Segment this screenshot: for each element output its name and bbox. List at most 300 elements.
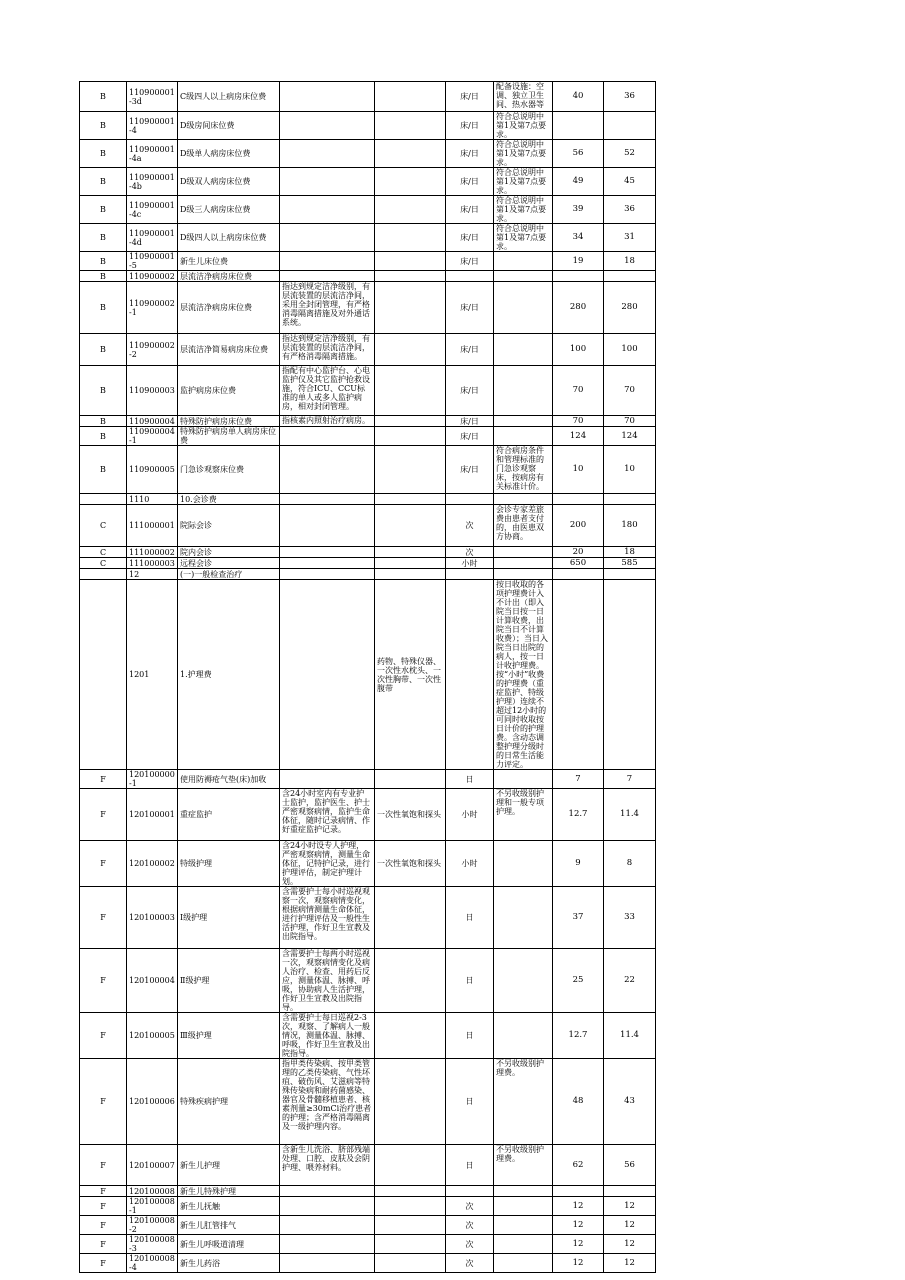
content-cell <box>280 252 375 271</box>
code-cell: 120100001 <box>127 789 178 841</box>
price-1-cell: 20 <box>553 547 604 558</box>
code-cell: 111000003 <box>127 558 178 569</box>
code-cell: 110900002-1 <box>127 282 178 334</box>
price-2-cell: 45 <box>604 168 656 196</box>
grade-cell <box>80 580 127 770</box>
content-cell <box>280 82 375 112</box>
table-row <box>80 547 656 558</box>
item-name-cell: 特级护理 <box>178 841 280 887</box>
grade-cell: C <box>80 558 127 569</box>
excluded-cell <box>375 770 446 789</box>
item-name-cell: 层流洁净简易病房床位费 <box>178 334 280 366</box>
grade-cell: F <box>80 1059 127 1145</box>
table-row <box>80 1145 656 1186</box>
item-name-cell: 新生儿特殊护理 <box>178 1186 280 1197</box>
price-1-cell: 37 <box>553 887 604 949</box>
content-cell: 含24小时室内有专业护士监护，监护医生、护士严密观察病情，监护生命体征，随时记录病情、作好重症监护记录。 <box>280 789 375 841</box>
unit-cell: 床/日 <box>446 446 494 494</box>
content-cell <box>280 271 375 282</box>
note-cell <box>494 366 553 416</box>
content-cell <box>280 1197 375 1216</box>
excluded-cell <box>375 1013 446 1059</box>
item-name-cell: D级单人病房床位费 <box>178 140 280 168</box>
content-cell <box>280 427 375 446</box>
excluded-cell <box>375 1186 446 1197</box>
unit-cell: 小时 <box>446 841 494 887</box>
note-cell <box>494 1216 553 1235</box>
table-row <box>80 82 656 112</box>
content-cell: 指配有中心监护台、心电监护仪及其它监护抢救设施，符合ICU、CCU标准的单人或多人监护病房，相对封闭管理。 <box>280 366 375 416</box>
grade-cell: F <box>80 1186 127 1197</box>
code-cell: 120100008-1 <box>127 1197 178 1216</box>
item-name-cell: 新生儿床位费 <box>178 252 280 271</box>
item-name-cell: 监护病房床位费 <box>178 366 280 416</box>
note-cell <box>494 887 553 949</box>
grade-cell: B <box>80 271 127 282</box>
price-1-cell <box>553 580 604 770</box>
unit-cell: 次 <box>446 547 494 558</box>
item-name-cell: 1.护理费 <box>178 580 280 770</box>
excluded-cell <box>375 140 446 168</box>
unit-cell: 日 <box>446 1059 494 1145</box>
item-name-cell: 特殊防护病房单人病房床位费 <box>178 427 280 446</box>
excluded-cell <box>375 569 446 580</box>
grade-cell: B <box>80 252 127 271</box>
grade-cell: B <box>80 427 127 446</box>
grade-cell: F <box>80 1235 127 1254</box>
grade-cell: B <box>80 140 127 168</box>
note-cell <box>494 569 553 580</box>
table-row <box>80 1235 656 1254</box>
price-1-cell: 12 <box>553 1216 604 1235</box>
price-2-cell: 36 <box>604 196 656 224</box>
content-cell <box>280 569 375 580</box>
note-cell: 符合总说明中第1及第7点要求。 <box>494 224 553 252</box>
price-2-cell: 36 <box>604 82 656 112</box>
table-row <box>80 1186 656 1197</box>
table-row <box>80 282 656 334</box>
code-cell: 110900001-4a <box>127 140 178 168</box>
excluded-cell <box>375 196 446 224</box>
item-name-cell: 院际会诊 <box>178 505 280 547</box>
table-row <box>80 949 656 1013</box>
grade-cell: B <box>80 196 127 224</box>
price-2-cell: 12 <box>604 1254 656 1273</box>
code-cell: 110900001-4c <box>127 196 178 224</box>
excluded-cell <box>375 252 446 271</box>
price-2-cell: 11.4 <box>604 1013 656 1059</box>
grade-cell: B <box>80 416 127 427</box>
price-1-cell: 49 <box>553 168 604 196</box>
excluded-cell <box>375 547 446 558</box>
unit-cell: 次 <box>446 1216 494 1235</box>
unit-cell: 日 <box>446 1145 494 1186</box>
item-name-cell: 特殊防护病房床位费 <box>178 416 280 427</box>
excluded-cell <box>375 282 446 334</box>
unit-cell: 床/日 <box>446 334 494 366</box>
content-cell <box>280 558 375 569</box>
note-cell <box>494 1254 553 1273</box>
price-1-cell: 12 <box>553 1197 604 1216</box>
code-cell: 110900001-4d <box>127 224 178 252</box>
table-row <box>80 887 656 949</box>
price-2-cell <box>604 1186 656 1197</box>
table-row <box>80 112 656 140</box>
content-cell: 含需要护士每两小时巡视一次，观察病情变化及病人治疗、检查、用药后反应，测量体温、脉搏、呼吸，协助病人生活护理，作好卫生宣教及出院指导。 <box>280 949 375 1013</box>
unit-cell: 床/日 <box>446 224 494 252</box>
price-2-cell: 10 <box>604 446 656 494</box>
table-row <box>80 770 656 789</box>
unit-cell: 床/日 <box>446 140 494 168</box>
table-row <box>80 416 656 427</box>
content-cell <box>280 494 375 505</box>
excluded-cell <box>375 82 446 112</box>
note-cell <box>494 334 553 366</box>
note-cell: 配备设施：空调、独立卫生间、热水器等 <box>494 82 553 112</box>
content-cell: 含新生儿洗浴、脐部残端处理、口腔、皮肤及会阴护理、喂养材料。 <box>280 1145 375 1186</box>
unit-cell: 次 <box>446 1197 494 1216</box>
grade-cell: C <box>80 547 127 558</box>
unit-cell: 日 <box>446 949 494 1013</box>
code-cell: 110900001-4b <box>127 168 178 196</box>
item-name-cell: 10.会诊费 <box>178 494 280 505</box>
code-cell: 120100008 <box>127 1186 178 1197</box>
unit-cell: 床/日 <box>446 252 494 271</box>
item-name-cell: D级房间床位费 <box>178 112 280 140</box>
price-2-cell: 12 <box>604 1235 656 1254</box>
item-name-cell: D级四人以上病房床位费 <box>178 224 280 252</box>
excluded-cell <box>375 416 446 427</box>
table-row <box>80 841 656 887</box>
table-row <box>80 196 656 224</box>
price-1-cell: 12.7 <box>553 789 604 841</box>
content-cell <box>280 505 375 547</box>
note-cell: 符合总说明中第1及第7点要求。 <box>494 196 553 224</box>
excluded-cell <box>375 446 446 494</box>
excluded-cell <box>375 949 446 1013</box>
code-cell: 110900005 <box>127 446 178 494</box>
price-2-cell: 7 <box>604 770 656 789</box>
excluded-cell <box>375 1254 446 1273</box>
price-1-cell: 62 <box>553 1145 604 1186</box>
code-cell: 120100005 <box>127 1013 178 1059</box>
excluded-cell <box>375 334 446 366</box>
price-1-cell: 70 <box>553 366 604 416</box>
price-1-cell: 40 <box>553 82 604 112</box>
table-row <box>80 252 656 271</box>
price-1-cell <box>553 112 604 140</box>
grade-cell: F <box>80 1197 127 1216</box>
grade-cell: B <box>80 224 127 252</box>
price-2-cell: 124 <box>604 427 656 446</box>
price-2-cell: 31 <box>604 224 656 252</box>
note-cell <box>494 1186 553 1197</box>
grade-cell: F <box>80 1013 127 1059</box>
unit-cell <box>446 580 494 770</box>
item-name-cell: 远程会诊 <box>178 558 280 569</box>
grade-cell <box>80 494 127 505</box>
content-cell <box>280 224 375 252</box>
unit-cell: 日 <box>446 1013 494 1059</box>
unit-cell: 床/日 <box>446 366 494 416</box>
price-1-cell: 7 <box>553 770 604 789</box>
table-row <box>80 366 656 416</box>
code-cell: 120100000-1 <box>127 770 178 789</box>
content-cell <box>280 1216 375 1235</box>
grade-cell: F <box>80 770 127 789</box>
item-name-cell: Ⅰ级护理 <box>178 887 280 949</box>
note-cell <box>494 547 553 558</box>
unit-cell: 日 <box>446 887 494 949</box>
note-cell <box>494 494 553 505</box>
unit-cell: 次 <box>446 1254 494 1273</box>
content-cell <box>280 1235 375 1254</box>
item-name-cell: 新生儿护理 <box>178 1145 280 1186</box>
note-cell: 符合总说明中第1及第7点要求。 <box>494 168 553 196</box>
price-1-cell: 12 <box>553 1254 604 1273</box>
note-cell <box>494 949 553 1013</box>
price-2-cell: 180 <box>604 505 656 547</box>
content-cell: 指核素内照射治疗病房。 <box>280 416 375 427</box>
note-cell <box>494 1197 553 1216</box>
grade-cell: F <box>80 949 127 1013</box>
price-2-cell: 56 <box>604 1145 656 1186</box>
price-2-cell: 43 <box>604 1059 656 1145</box>
price-2-cell <box>604 569 656 580</box>
note-cell <box>494 558 553 569</box>
excluded-cell <box>375 505 446 547</box>
grade-cell: B <box>80 82 127 112</box>
unit-cell <box>446 569 494 580</box>
price-1-cell: 34 <box>553 224 604 252</box>
item-name-cell: (一)一般检查治疗 <box>178 569 280 580</box>
price-table <box>79 81 656 1273</box>
content-cell: 指甲类传染病、按甲类管理的乙类传染病、气性坏疽、破伤风、艾滋病等特殊传染病和耐药菌感染、器官及骨髓移植患者、核素剂量≥30mCi治疗患者的护理；含严格消毒隔离及一级护理内容。 <box>280 1059 375 1145</box>
note-cell <box>494 1013 553 1059</box>
grade-cell: B <box>80 168 127 196</box>
price-2-cell: 33 <box>604 887 656 949</box>
price-1-cell: 100 <box>553 334 604 366</box>
price-1-cell: 70 <box>553 416 604 427</box>
table-row <box>80 446 656 494</box>
excluded-cell <box>375 1145 446 1186</box>
price-2-cell: 52 <box>604 140 656 168</box>
grade-cell: F <box>80 1145 127 1186</box>
content-cell <box>280 140 375 168</box>
code-cell: 111000001 <box>127 505 178 547</box>
note-cell <box>494 252 553 271</box>
unit-cell: 次 <box>446 505 494 547</box>
table-row <box>80 1216 656 1235</box>
excluded-cell <box>375 168 446 196</box>
table-row <box>80 1254 656 1273</box>
price-1-cell: 10 <box>553 446 604 494</box>
unit-cell: 床/日 <box>446 82 494 112</box>
content-cell: 指达到规定洁净级别，有层流装置的层流洁净间，有严格消毒隔离措施。 <box>280 334 375 366</box>
code-cell: 110900003 <box>127 366 178 416</box>
grade-cell: F <box>80 789 127 841</box>
content-cell <box>280 770 375 789</box>
code-cell: 120100004 <box>127 949 178 1013</box>
note-cell <box>494 427 553 446</box>
table-row <box>80 1059 656 1145</box>
content-cell <box>280 196 375 224</box>
price-2-cell: 18 <box>604 252 656 271</box>
note-cell <box>494 282 553 334</box>
price-1-cell <box>553 569 604 580</box>
item-name-cell: D级三人病房床位费 <box>178 196 280 224</box>
price-1-cell: 56 <box>553 140 604 168</box>
item-name-cell: Ⅲ级护理 <box>178 1013 280 1059</box>
grade-cell: B <box>80 282 127 334</box>
table-row <box>80 580 656 770</box>
table-row <box>80 224 656 252</box>
price-1-cell: 25 <box>553 949 604 1013</box>
code-cell: 120100003 <box>127 887 178 949</box>
excluded-cell <box>375 1059 446 1145</box>
content-cell: 指达到规定洁净级别，有层流装置的层流洁净间，采用全封闭管理，有严格消毒隔离措施及对外通话系统。 <box>280 282 375 334</box>
item-name-cell: 层流洁净病房床位费 <box>178 271 280 282</box>
price-2-cell <box>604 112 656 140</box>
grade-cell: B <box>80 366 127 416</box>
grade-cell: F <box>80 1216 127 1235</box>
table-row <box>80 168 656 196</box>
grade-cell: F <box>80 1254 127 1273</box>
grade-cell: F <box>80 841 127 887</box>
table-row <box>80 271 656 282</box>
code-cell: 1201 <box>127 580 178 770</box>
excluded-cell <box>375 224 446 252</box>
table-row <box>80 140 656 168</box>
table-row <box>80 1197 656 1216</box>
excluded-cell <box>375 1235 446 1254</box>
grade-cell: F <box>80 887 127 949</box>
item-name-cell: 院内会诊 <box>178 547 280 558</box>
excluded-cell <box>375 1216 446 1235</box>
grade-cell: B <box>80 112 127 140</box>
code-cell: 110900004-1 <box>127 427 178 446</box>
code-cell: 120100008-2 <box>127 1216 178 1235</box>
price-1-cell: 12.7 <box>553 1013 604 1059</box>
price-2-cell: 18 <box>604 547 656 558</box>
content-cell <box>280 446 375 494</box>
note-cell <box>494 770 553 789</box>
price-1-cell: 200 <box>553 505 604 547</box>
unit-cell: 床/日 <box>446 168 494 196</box>
excluded-cell <box>375 271 446 282</box>
item-name-cell: Ⅱ级护理 <box>178 949 280 1013</box>
code-cell: 120100002 <box>127 841 178 887</box>
code-cell: 120100007 <box>127 1145 178 1186</box>
price-2-cell: 585 <box>604 558 656 569</box>
table-row <box>80 558 656 569</box>
unit-cell: 床/日 <box>446 416 494 427</box>
excluded-cell <box>375 887 446 949</box>
price-1-cell: 12 <box>553 1235 604 1254</box>
note-cell: 符合总说明中第1及第7点要求。 <box>494 140 553 168</box>
unit-cell: 次 <box>446 1235 494 1254</box>
excluded-cell <box>375 494 446 505</box>
table-row <box>80 427 656 446</box>
note-cell: 会诊专家差旅费由患者支付的，由医患双方协商。 <box>494 505 553 547</box>
price-2-cell: 8 <box>604 841 656 887</box>
content-cell <box>280 1186 375 1197</box>
item-name-cell: 门急诊观察床位费 <box>178 446 280 494</box>
table-row <box>80 1013 656 1059</box>
content-cell <box>280 1254 375 1273</box>
code-cell: 120100008-4 <box>127 1254 178 1273</box>
price-2-cell: 12 <box>604 1216 656 1235</box>
item-name-cell: 特殊疾病护理 <box>178 1059 280 1145</box>
grade-cell: B <box>80 334 127 366</box>
unit-cell: 床/日 <box>446 112 494 140</box>
table-row <box>80 505 656 547</box>
price-2-cell: 12 <box>604 1197 656 1216</box>
note-cell: 不另收级别护理费。 <box>494 1145 553 1186</box>
code-cell: 12 <box>127 569 178 580</box>
item-name-cell: 新生儿药浴 <box>178 1254 280 1273</box>
price-1-cell: 9 <box>553 841 604 887</box>
price-2-cell: 70 <box>604 416 656 427</box>
note-cell <box>494 416 553 427</box>
note-cell <box>494 271 553 282</box>
price-2-cell <box>604 580 656 770</box>
price-1-cell: 650 <box>553 558 604 569</box>
code-cell: 110900001-5 <box>127 252 178 271</box>
content-cell <box>280 168 375 196</box>
unit-cell: 床/日 <box>446 282 494 334</box>
code-cell: 1110 <box>127 494 178 505</box>
code-cell: 120100006 <box>127 1059 178 1145</box>
price-1-cell: 48 <box>553 1059 604 1145</box>
unit-cell: 床/日 <box>446 427 494 446</box>
content-cell <box>280 547 375 558</box>
code-cell: 120100008-3 <box>127 1235 178 1254</box>
note-cell: 不另收级别护理和一般专项护理。 <box>494 789 553 841</box>
code-cell: 110900004 <box>127 416 178 427</box>
price-1-cell <box>553 271 604 282</box>
price-2-cell: 11.4 <box>604 789 656 841</box>
unit-cell <box>446 271 494 282</box>
content-cell: 含24小时设专人护理，严密观察病情，测量生命体征，记特护记录，进行护理评估，制定护理计划。 <box>280 841 375 887</box>
content-cell <box>280 112 375 140</box>
price-1-cell: 19 <box>553 252 604 271</box>
excluded-cell <box>375 366 446 416</box>
unit-cell: 日 <box>446 770 494 789</box>
code-cell: 110900002 <box>127 271 178 282</box>
price-1-cell: 39 <box>553 196 604 224</box>
note-cell: 按日收取的各项护理费计入不计出（即入院当日按一日计算收费，出院当日不计算收费）；当日入院当日出院的病人，按一日计收护理费。按“小时”收费的护理费（重症监护、特级护理）连续不超过12小时的可同时收取按日计价的护理费。含动态调整护理分级时的日常生活能力评定。 <box>494 580 553 770</box>
note-cell: 不另收级别护理费。 <box>494 1059 553 1145</box>
code-cell: 111000002 <box>127 547 178 558</box>
note-cell: 符合病房条件和管理标准的门急诊观察床，按病房有关标准计价。 <box>494 446 553 494</box>
unit-cell: 床/日 <box>446 196 494 224</box>
content-cell: 含需要护士每日巡视2-3次，观察、了解病人一般情况，测量体温、脉搏、呼吸，作好卫生宣教及出院指导。 <box>280 1013 375 1059</box>
price-1-cell: 280 <box>553 282 604 334</box>
item-name-cell: D级双人病房床位费 <box>178 168 280 196</box>
note-cell: 符合总说明中第1及第7点要求。 <box>494 112 553 140</box>
price-2-cell <box>604 494 656 505</box>
content-cell <box>280 580 375 770</box>
unit-cell <box>446 1186 494 1197</box>
content-cell: 含需要护士每小时巡视观察一次，观察病情变化，根据病情测量生命体征，进行护理评估及一般性生活护理，作好卫生宣教及出院指导。 <box>280 887 375 949</box>
price-2-cell: 100 <box>604 334 656 366</box>
excluded-cell <box>375 1197 446 1216</box>
excluded-cell <box>375 558 446 569</box>
excluded-cell <box>375 112 446 140</box>
price-1-cell <box>553 1186 604 1197</box>
price-1-cell: 124 <box>553 427 604 446</box>
